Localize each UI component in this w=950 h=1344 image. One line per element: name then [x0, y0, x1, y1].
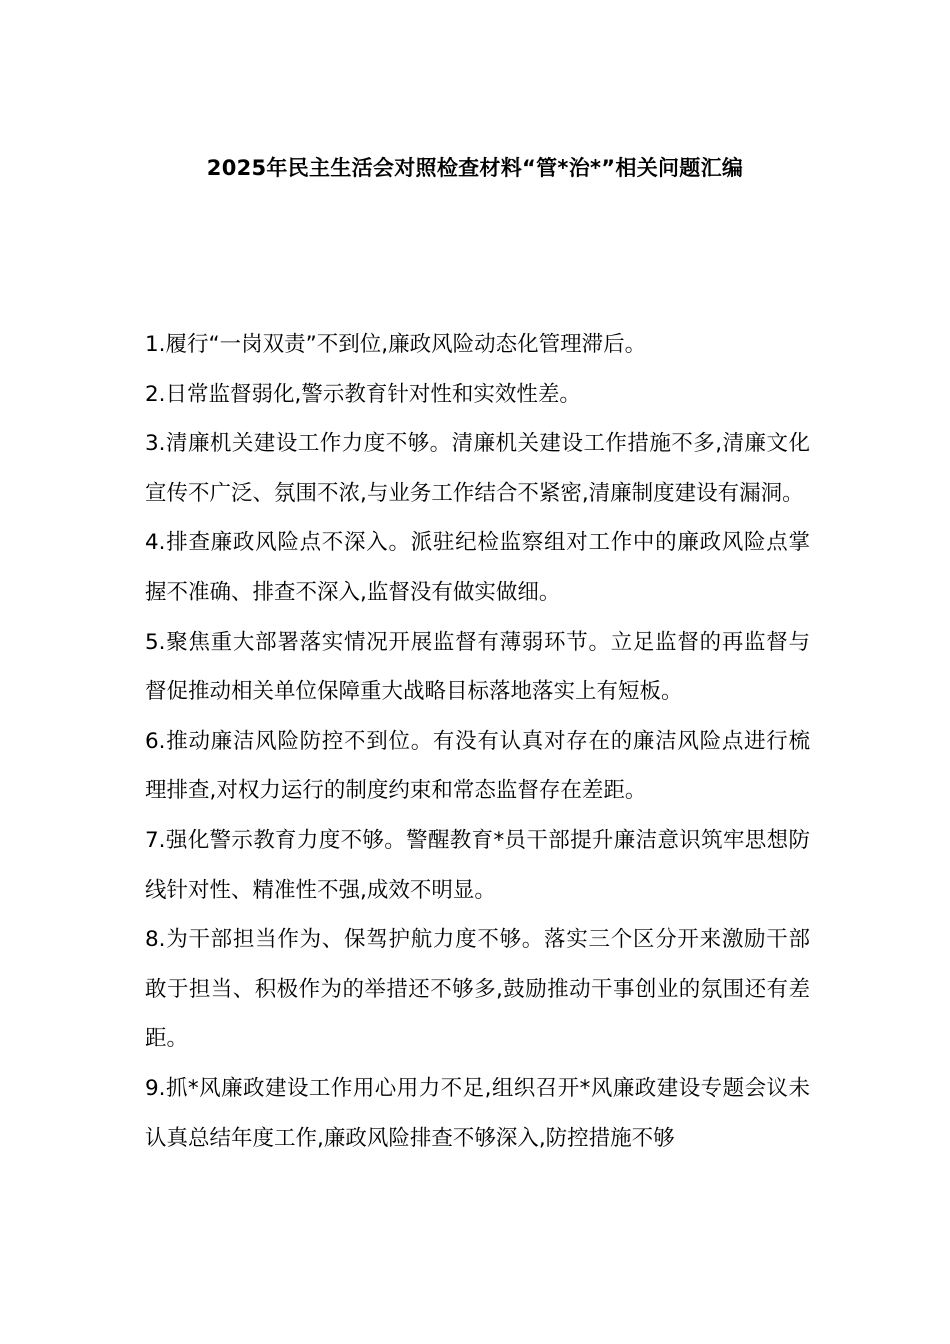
paragraph-5: 5.聚焦重大部署落实情况开展监督有薄弱环节。立足监督的再监督与督促推动相关单位保障重大战略目标落地落实上有短板。: [145, 629, 810, 705]
document-title: 2025年民主生活会对照检查材料“管*治*”相关问题汇编: [206, 156, 744, 180]
paragraph-8: 8.为干部担当作为、保驾护航力度不够。落实三个区分开来激励干部敢于担当、积极作为的举措还不够多,鼓励推动干事创业的氛围还有差距。: [145, 927, 810, 1052]
paragraph-1: 1.履行“一岗双责”不到位,廉政风险动态化管理滞后。: [145, 332, 647, 357]
paragraph-4: 4.排查廉政风险点不深入。派驻纪检监察组对工作中的廉政风险点掌握不准确、排查不深入,监督没有做实做细。: [145, 530, 810, 605]
paragraph-6: 6.推动廉洁风险防控不到位。有没有认真对存在的廉洁风险点进行梳理排查,对权力运行的制度约束和常态监督存在差距。: [145, 728, 810, 804]
paragraph-2: 2.日常监督弱化,警示教育针对性和实效性差。: [145, 381, 581, 407]
document-body: [145, 320, 810, 1163]
paragraph-9: 9.抓*风廉政建设工作用心用力不足,组织召开*风廉政建设专题会议未认真总结年度工作,廉政风险排查不够深入,防控措施不够: [145, 1075, 810, 1151]
paragraph-3: 3.清廉机关建设工作力度不够。清廉机关建设工作措施不多,清廉文化宣传不广泛、氛围不浓,与业务工作结合不紧密,清廉制度建设有漏洞。: [145, 431, 810, 506]
paragraph-7: 7.强化警示教育力度不够。警醒教育*员干部提升廉洁意识筑牢思想防线针对性、精准性不强,成效不明显。: [145, 827, 810, 903]
